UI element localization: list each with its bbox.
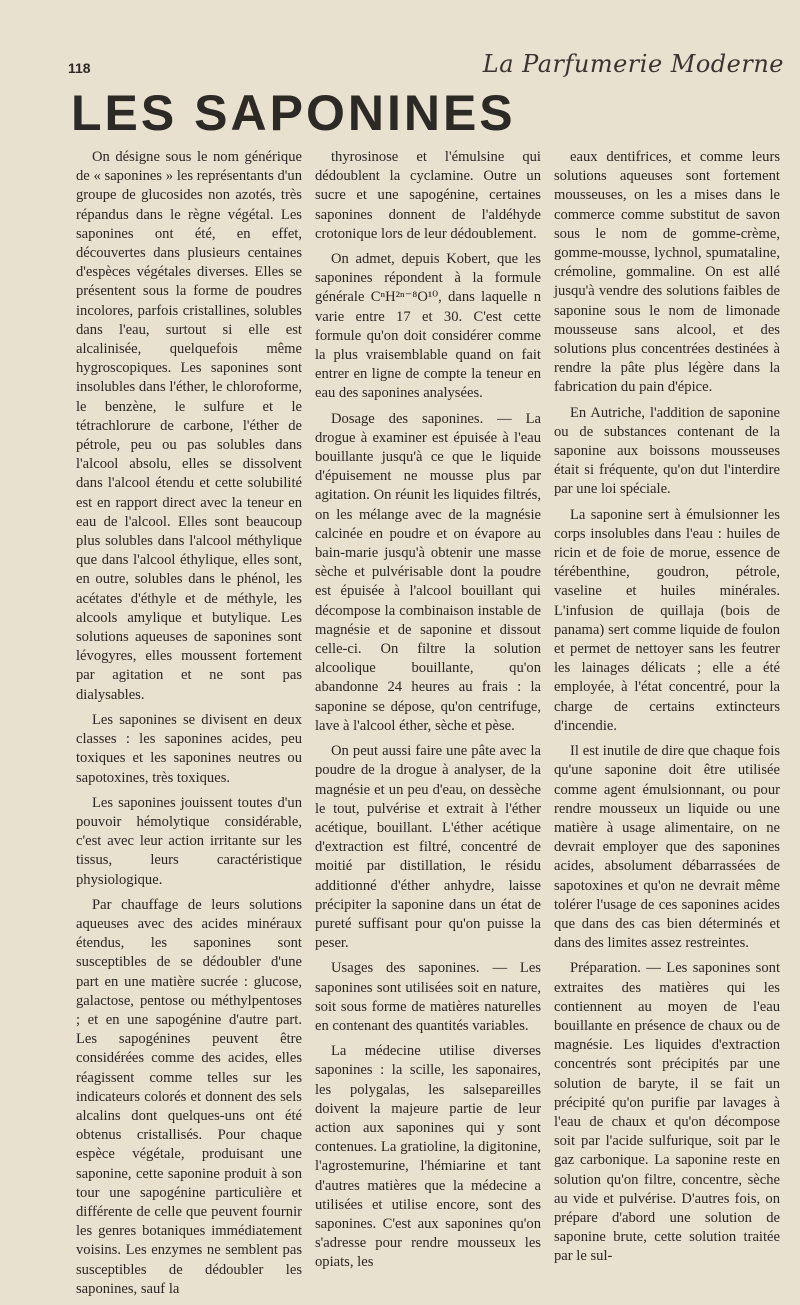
paragraph: On désigne sous le nom générique de « saponines » les représentants d'un groupe de glucosides non azotés, très répandus dans le règne végétal. Les saponines ont été, en effet, découvertes dans plusieurs centaines d'espèces végétales diverses. Elles se présentent sous la forme de poudres incolores, parfois cristallines, solubles dans l'eau, surtout si elle est alcalinisée, quelquefois même hygroscopiques. Les saponines sont insolubles dans l'éther, le chloroforme, le benzène, le sulfure et le tétrachlorure de carbone, l'éther de pétrole, peu ou pas solubles dans l'alcool absolu, elles se dissolvent dans l'alcool étendu et cette solubilité est en rapport direct avec la teneur en eau de l'alcool. Elles sont beaucoup plus solubles dans l'alcool méthylique que dans l'alcool éthylique, elles sont, en outre, solubles dans le phénol, les acétates d'éthyle et de méthyle, les alcools amylique et butylique. Les solutions aqueuses de saponines sont lévogyres, elles moussent fortement par agitation et ne sont pas dialysables. <box>76 149 302 703</box>
paragraph: Les saponines se divisent en deux classes : les saponines acides, peu toxiques et les saponines neutres ou sapotoxines, très toxiques. <box>76 711 302 786</box>
page-number: 118 <box>68 60 91 76</box>
paragraph: Les saponines jouissent toutes d'un pouvoir hémolytique considérable, c'est avec leur action irritante sur les tissus, leurs caractéristique physiologique. <box>76 794 302 888</box>
paragraph: thyrosinose et l'émulsine qui dédoublent la cyclamine. Outre un sucre et une sapogénine, certaines saponines donnent de l'aldéhyde crotonique lors de leur dédoublement. <box>315 149 541 242</box>
paragraph: En Autriche, l'addition de saponine ou de substances contenant de la saponine aux boissons mousseuses était si fréquente, qu'on dut l'interdire par une loi spéciale. <box>554 404 780 498</box>
paragraph: Dosage des saponines. — La drogue à examiner est épuisée à l'eau bouillante jusqu'à ce que le liquide d'épuisement ne mousse plus par agitation. On réunit les liquides filtrés, on les mélange avec de la magnésie calcinée en poudre et on évapore au bain-marie jusqu'à obtenir une masse sèche et pulvérisable dont la poudre est épuisée à l'alcool bouillant qui décompose la combinaison instable de magnésie et de saponine et dissout celle-ci. On filtre la solution alcoolique bouillante, qu'on abandonne 24 heures au frais : la saponine se dépose, qu'on centrifuge, lave à l'alcool éther, sèche et pèse. <box>315 410 541 734</box>
paragraph: eaux dentifrices, et comme leurs solutions aqueuses sont fortement mousseuses, on les a mises dans le commerce comme substitut de savon sous le nom de gomme-crème, gomme-mousse, lychnol, spumataline, crémoline, gommaline. On est allé jusqu'à vendre des solutions faibles de saponine sous le nom de limonade mousseuse sans alcool, et des solutions plus concentrées destinées à rendre la pâte plus légère dans la fabrication du pain d'épice. <box>554 149 780 396</box>
paragraph: La médecine utilise diverses saponines : la scille, les saponaires, les polygalas, les salsepareilles doivent la majeure partie de leur action aux saponines qui y sont contenues. La gratioline, la digitonine, l'agrostemurine, l'hémiarine et tant d'autres matières que la médecine a utilisées et utilise encore, sont des saponines. C'est aux saponines qu'on s'adresse pour rendre mousseux les opiats, les <box>315 1043 541 1271</box>
text-column-3 <box>554 148 780 1273</box>
paragraph: Il est inutile de dire que chaque fois qu'une saponine doit être utilisée comme agent émulsionnant, ou pour rendre mousseux un liquide ou une matière à usage alimentaire, on ne devrait employer que des saponines acides, absolument débarrassées de sapotoxines et qu'on ne devrait même tolérer l'usage de ces saponines acides que dans des cas bien déterminés et dans des limites assez restreintes. <box>554 743 780 952</box>
text-column-1 <box>76 148 302 1305</box>
paragraph: Par chauffage de leurs solutions aqueuses avec des acides minéraux étendus, les saponines sont susceptibles de se dédoubler d'une part en une matière sucrée : glucose, galactose, pentose ou méthylpentoses ; et en une sapogénine d'autre part. Les sapogénines peuvent être considérées comme des acides, elles réagissent comme telles sur les indicateurs colorés et donnent des sels alcalins dont quelques-uns ont été obtenus cristallisés. Pour chaque espèce végétale, produisant une saponine, cette saponine produit à son tour une sapogénine particulière et différente de celle que peuvent fournir les genres botaniques immédiatement voisins. Les enzymes ne semblent pas susceptibles de dédoubler les saponines, sauf la <box>76 896 302 1297</box>
paragraph: On admet, depuis Kobert, que les saponines répondent à la formule générale CⁿH²ⁿ⁻⁸O¹⁰, dans laquelle n varie entre 17 et 30. C'est cette formule qu'on doit considérer comme la plus vraisemblable quand on fait entrer en ligne de compte la teneur en eau des saponines analysées. <box>315 251 541 402</box>
article-title: LES SAPONINES <box>71 85 516 141</box>
paragraph: Préparation. — Les saponines sont extraites des matières qui les contiennent au moyen de l'eau bouillante en présence de chaux ou de magnésie. Les liquides d'extraction concentrés sont précipités par une solution de baryte, il se fait un précipité qu'on purifie par lavages à l'eau de chaux et qu'on décompose soit par l'acide sulfurique, soit par le gaz carbonique. La saponine reste en solution qu'on filtre, concentre, sèche au vide et pulvérise. D'autres fois, on prépare d'abord une solution de saponine brute, cette solution traitée par le sul- <box>554 960 780 1265</box>
paragraph: La saponine sert à émulsionner les corps insolubles dans l'eau : huiles de ricin et de foie de morue, essence de térébenthine, goudron, pétrole, vaseline et huiles minérales. L'infusion de quillaja (bois de panama) sert comme liquide de foulon et permet de nettoyer sans les feutrer les lainages délicats ; elle a été employée, à l'état concentré, pour la charge de certains extincteurs d'incendie. <box>554 506 780 734</box>
paragraph: On peut aussi faire une pâte avec la poudre de la drogue à analyser, de la magnésie et un peu d'eau, on dessèche le tout, pulvérise et extrait à l'éther acétique, bouillant. L'éther acétique d'extraction est filtré, concentré de moitié par distillation, le résidu additionné d'éther anhydre, laisse précipiter la saponine dans un état de pureté suffisant pour qu'on puisse la peser. <box>315 743 541 952</box>
paragraph: Usages des saponines. — Les saponines sont utilisées soit en nature, soit sous forme de matières naturelles en contenant des quantités variables. <box>315 960 541 1034</box>
running-head: La Parfumerie Moderne <box>482 50 784 78</box>
text-column-2 <box>315 148 541 1279</box>
